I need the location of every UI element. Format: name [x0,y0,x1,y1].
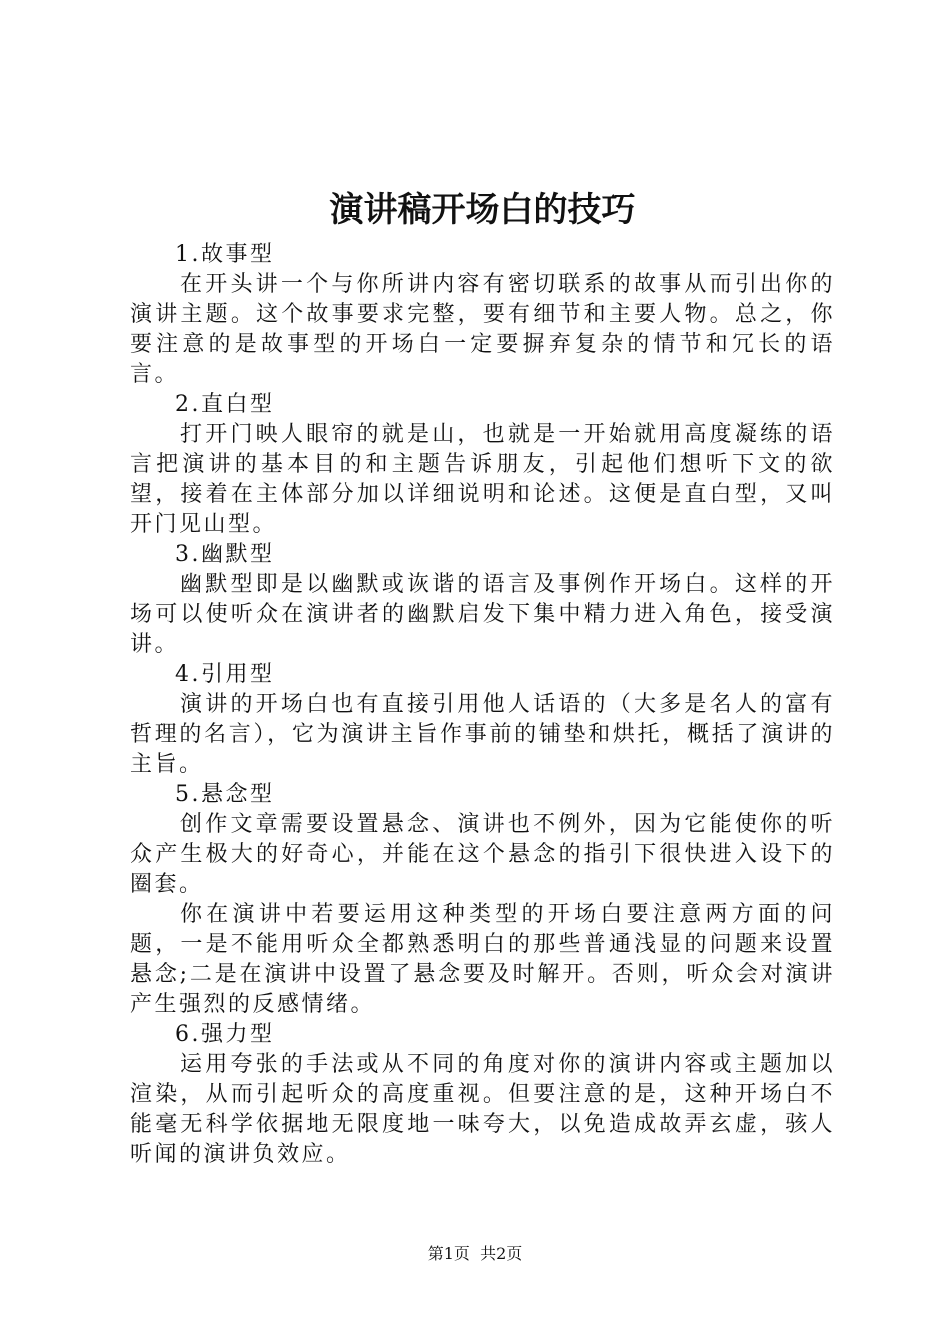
document-page [130,182,835,1170]
section-paragraph: 打开门映人眼帘的就是山，也就是一开始就用高度凝练的语言把演讲的基本目的和主题告诉朋友，引起他们想听下文的欲望，接着在主体部分加以详细说明和论述。这便是直白型，又叫开门见山型。 [130,422,835,537]
section-heading: 6.强力型 [175,1022,275,1047]
document-body [130,240,835,1170]
document-title: 演讲稿开场白的技巧 [329,190,636,230]
section-heading: 1.故事型 [175,242,275,267]
section-heading: 5.悬念型 [175,782,275,807]
section-paragraph: 运用夸张的手法或从不同的角度对你的演讲内容或主题加以渲染，从而引起听众的高度重视。但要注意的是，这种开场白不能毫无科学依据地无限度地一味夸大，以免造成故弄玄虚，骇人听闻的演讲负效应。 [130,1052,835,1167]
page-number-label: 第1页 共2页 [427,1244,523,1263]
section-paragraph: 幽默型即是以幽默或诙谐的语言及事例作开场白。这样的开场可以使听众在演讲者的幽默启发下集中精力进入角色，接受演讲。 [130,572,835,657]
section-paragraph: 在开头讲一个与你所讲内容有密切联系的故事从而引出你的演讲主题。这个故事要求完整，要有细节和主要人物。总之，你要注意的是故事型的开场白一定要摒弃复杂的情节和冗长的语言。 [130,272,835,387]
section-heading: 3.幽默型 [175,542,275,567]
section-heading: 4.引用型 [175,662,275,687]
section-paragraph: 你在演讲中若要运用这种类型的开场白要注意两方面的问题，一是不能用听众全都熟悉明白的那些普通浅显的问题来设置悬念;二是在演讲中设置了悬念要及时解开。否则，听众会对演讲产生强烈的反感情绪。 [130,902,835,1017]
section-paragraph: 演讲的开场白也有直接引用他人话语的（大多是名人的富有哲理的名言），它为演讲主旨作事前的铺垫和烘托，概括了演讲的主旨。 [130,692,835,777]
section-heading: 2.直白型 [175,392,275,417]
page-footer [0,1242,950,1266]
section-paragraph: 创作文章需要设置悬念、演讲也不例外，因为它能使你的听众产生极大的好奇心，并能在这个悬念的指引下很快进入设下的圈套。 [130,812,835,897]
